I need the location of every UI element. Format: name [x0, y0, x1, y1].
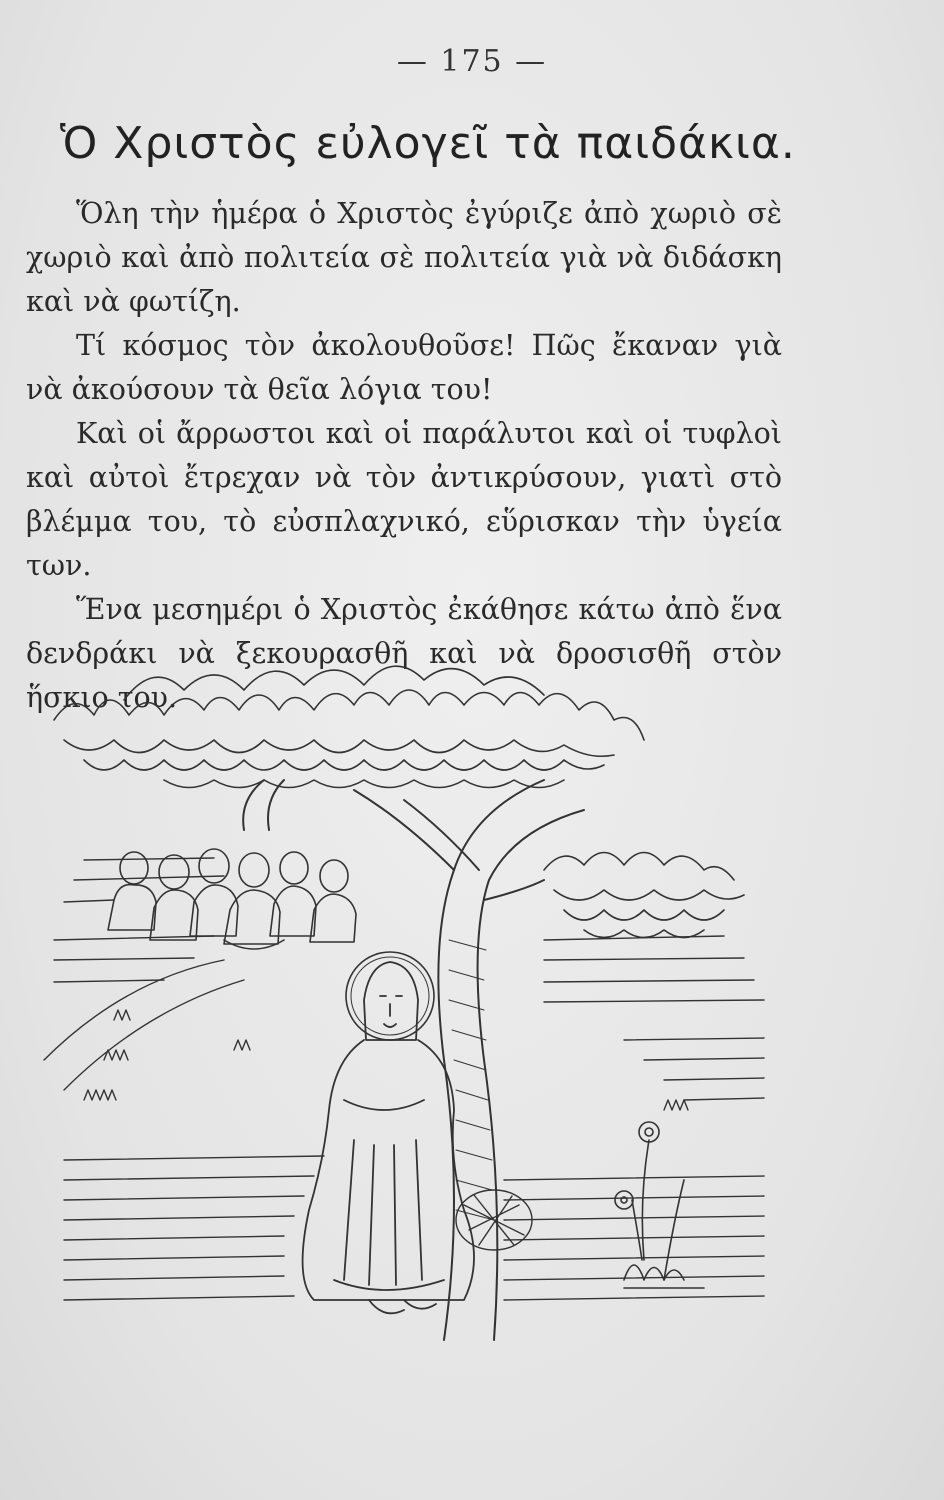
crowd-of-children — [108, 849, 356, 949]
chapter-title: Ὁ Χριστὸς εὐλογεῖ τὰ παιδάκια. — [60, 118, 796, 169]
paragraph: Τί κόσμος τὸν ἀκολουθοῦσε! Πῶς ἔκαναν γιὰ νὰ ἀκούσουν τὰ θεῖα λόγια του! — [26, 329, 782, 406]
christ-seated-figure — [303, 952, 474, 1313]
paragraph: Ὅλη τὴν ἡμέρα ὁ Χριστὸς ἐγύριζε ἀπὸ χωριὸ σὲ χωριὸ καὶ ἀπὸ πολιτεία σὲ πολιτεία γιὰ νὰ διδάσκη καὶ νὰ φωτίζη. — [26, 197, 782, 318]
page-number: — 175 — — [396, 44, 548, 79]
tree-foliage — [54, 666, 744, 937]
christ-under-tree-illustration — [24, 640, 784, 1360]
tree-trunk — [243, 780, 584, 1340]
flowers — [615, 1122, 704, 1288]
paragraph: Καὶ οἱ ἄρρωστοι καὶ οἱ παράλυτοι καὶ οἱ τυφλοὶ καὶ αὐτοὶ ἔτρεχαν νὰ τὸν ἀντικρύσουν, γιατὶ στὸ βλέμμα του, τὸ εὐσπλαχνικό, εὕρισκαν τὴν ὑγεία των. — [26, 417, 782, 582]
paragraph: Ἕνα μεσημέρι ὁ Χριστὸς ἐκάθησε κάτω ἀπὸ ἕνα δενδράκι νὰ ξεκουρασθῆ καὶ νὰ δροσισθῆ στὸν ἥσκιο του. — [26, 593, 782, 714]
